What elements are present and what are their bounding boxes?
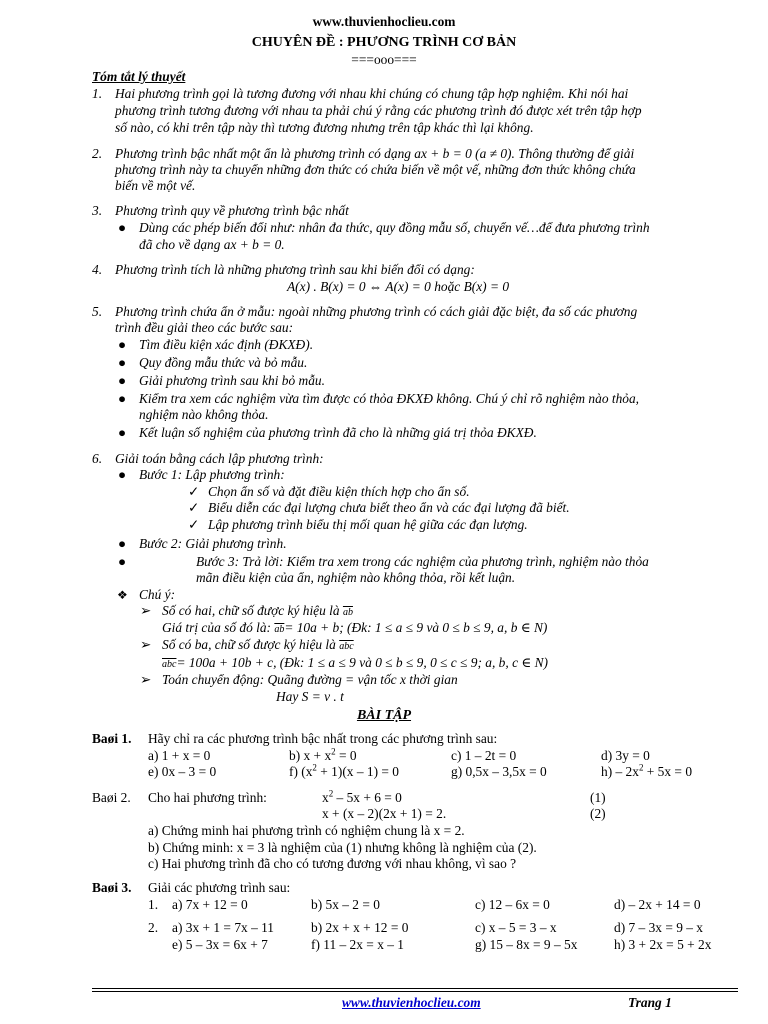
exercises-heading: BÀI TẬP [356, 708, 412, 723]
note-line: Số có hai, chữ số được ký hiệu là $\overline{ab}$ [162, 603, 353, 618]
theory-line: trình đều giải theo các bước sau: [115, 320, 294, 335]
bullet-icon: ● [118, 467, 127, 482]
site-header: www.thuvienhoclieu.com [312, 14, 456, 29]
theory-line: Phương trình bậc nhất một ẩn là phương trình có dạng ax + b = 0 (a ≠ 0). Thông thường để giải [115, 146, 635, 161]
check-icon: ✓ [188, 517, 200, 532]
step-line: mãn điều kiện của ẩn, nghiệm nào không thỏa, rồi kết luận. [196, 570, 516, 585]
theory-line: Phương trình chứa ẩn ở mẫu: ngoài những phương trình có cách giải đặc biệt, đa số các phương [115, 304, 638, 319]
theory-line: biến về một vế. [115, 178, 196, 193]
equation-2: x + (x – 2)(2x + 1) = 2. [322, 806, 447, 821]
bullet-icon: ● [118, 391, 127, 406]
footer-rule [92, 991, 738, 992]
bullet-icon: ● [118, 373, 127, 388]
check-line: Biểu diễn các đại lượng chưa biết theo ẩn và các đại lượng đã biết. [208, 500, 570, 515]
arrow-icon: ➢ [140, 603, 152, 618]
theory-line: Dùng các phép biến đổi như: nhân đa thức, quy đồng mẫu số, chuyển vế…để đưa phương trình [139, 220, 650, 235]
note-line: Toán chuyển động: Quãng đường = vận tốc x thời gian [162, 672, 458, 687]
check-icon: ✓ [188, 484, 200, 499]
exercise-label: Baøi 2. [92, 790, 131, 805]
option: c) x – 5 = 3 – x [475, 920, 557, 935]
option: b) 5x – 2 = 0 [311, 897, 380, 912]
option: e) 0x – 3 = 0 [148, 764, 217, 779]
exercise-prompt: Cho hai phương trình: [148, 790, 267, 805]
equation-number: (2) [590, 806, 606, 821]
sub-question: b) Chứng minh: x = 3 là nghiệm của (1) nhưng không là nghiệm của (2). [148, 840, 537, 855]
step-line: Bước 3: Trả lời: Kiểm tra xem trong các nghiệm của phương trình, nghiệm nào thỏa [196, 554, 649, 569]
bullet-icon: ● [118, 337, 127, 352]
theory-heading: Tóm tắt lý thuyết [92, 69, 186, 84]
option: b) 2x + x + 12 = 0 [311, 920, 409, 935]
option: c) 1 – 2t = 0 [451, 748, 517, 763]
option: $h) - 2x^2 + 5x = 0$ [601, 762, 693, 779]
equation-1: $x^2 - 5x + 6 = 0$ [322, 788, 402, 805]
check-line: Lập phương trình biểu thị mối quan hệ giữa các đạn lượng. [208, 517, 528, 532]
item-number: 3. [92, 203, 103, 218]
page-number: Trang 1 [628, 995, 672, 1010]
arrow-icon: ➢ [140, 637, 152, 652]
step-line: Giải phương trình sau khi bỏ mẫu. [139, 373, 325, 388]
option: f) 11 – 2x = x – 1 [311, 937, 404, 952]
theory-line: Giải toán bằng cách lập phương trình: [115, 451, 324, 466]
option: f) $(x^2 + 1)(x - 1) = 0$ [289, 762, 399, 779]
option: e) 5 – 3x = 6x + 7 [172, 937, 268, 952]
option: a) 1 + x = 0 [148, 748, 211, 763]
title-ornament: ===ooo=== [351, 52, 417, 67]
option: g) 0,5x – 3,5x = 0 [451, 764, 547, 779]
sub-question: a) Chứng minh hai phương trình có nghiệm chung là x = 2. [148, 823, 465, 838]
step-line: Tìm điều kiện xác định (ĐKXĐ). [139, 337, 314, 352]
footer-site-link[interactable]: www.thuvienhoclieu.com [342, 995, 481, 1010]
item-number: 4. [92, 262, 103, 277]
theory-line: Phương trình tích là những phương trình sau khi biến đổi có dạng: [115, 262, 475, 277]
bullet-icon: ● [118, 536, 127, 551]
note-line: Số có ba, chữ số được ký hiệu là $\overline{abc}$ [162, 637, 354, 652]
diamond-icon: ❖ [117, 588, 128, 602]
product-formula: A(x) . B(x) = 0 ⇔ A(x) = 0 hoặc B(x) = 0 [287, 279, 510, 294]
option: b) $x + x^2 = 0$ [289, 746, 357, 763]
step-line: Kết luận số nghiệm của phương trình đã cho là những giá trị thỏa ĐKXĐ. [139, 425, 537, 440]
bullet-icon: ● [118, 554, 127, 569]
exercise-prompt: Giải các phương trình sau: [148, 880, 291, 895]
option: d) – 2x + 14 = 0 [614, 897, 701, 912]
exercise-label: Baøi 3. [92, 880, 132, 895]
step-heading: Bước 2: Giải phương trình. [139, 536, 287, 551]
row-number: 2. [148, 920, 159, 935]
footer-rule [92, 988, 738, 989]
overline-abc: $\overline{abc}$ [339, 641, 354, 652]
step-heading: Bước 1: Lập phương trình: [139, 467, 285, 482]
theory-line: Phương trình quy về phương trình bậc nhất [115, 203, 349, 218]
overline-ab: $\overline{ab}$ [342, 607, 353, 618]
equation-number: (1) [590, 790, 606, 805]
option: d) 7 – 3x = 9 – x [614, 920, 704, 935]
step-line: nghiệm nào không thỏa. [139, 407, 269, 422]
bullet-icon: ● [118, 220, 127, 235]
overline-abc: $\overline{abc}$ [162, 659, 177, 670]
overline-ab: $\overline{ab}$ [274, 624, 285, 635]
option: a) 3x + 1 = 7x – 11 [172, 920, 275, 935]
arrow-icon: ➢ [140, 672, 152, 687]
option: a) 7x + 12 = 0 [172, 897, 248, 912]
option: h) 3 + 2x = 5 + 2x [614, 937, 712, 952]
item-number: 5. [92, 304, 103, 319]
theory-line: số nào, có khi trên tập này thì tương đương nhưng trên tập khác thì lại không. [115, 120, 534, 135]
step-line: Kiểm tra xem các nghiệm vừa tìm được có thỏa ĐKXĐ không. Chú ý chỉ rõ nghiệm nào thỏa, [139, 391, 640, 406]
option: g) 15 – 8x = 9 – 5x [475, 937, 578, 952]
check-line: Chọn ẩn số và đặt điều kiện thích hợp cho ẩn số. [208, 484, 470, 499]
note-line: Giá trị của số đó là: $\overline{ab}= 10a + b$; (Đk: 1 ≤ a ≤ 9 và 0 ≤ b ≤ 9, a, b ∈ N) [162, 620, 548, 635]
check-icon: ✓ [188, 500, 200, 515]
bullet-icon: ● [118, 355, 127, 370]
sub-question: c) Hai phương trình đã cho có tương đương với nhau không, vì sao ? [148, 856, 517, 871]
item-number: 6. [92, 451, 103, 466]
item-number: 1. [92, 86, 103, 101]
item-number: 2. [92, 146, 103, 161]
theory-line: phương trình này ta chuyển những đơn thức có chứa biến về một vế, những đơn thức không chứa [115, 162, 636, 177]
page-title: CHUYÊN ĐỀ : PHƯƠNG TRÌNH CƠ BẢN [251, 35, 517, 50]
option: c) 12 – 6x = 0 [475, 897, 550, 912]
bullet-icon: ● [118, 425, 127, 440]
exercise-label: Baøi 1. [92, 731, 132, 746]
theory-line: phương trình tương đương với nhau ta phải chú ý rằng các phương trình đó được xét trên tập hợp [115, 103, 642, 118]
step-line: Quy đồng mẫu thức và bỏ mẫu. [139, 355, 308, 370]
theory-line: Hai phương trình gọi là tương đương với nhau khi chúng có chung tập hợp nghiệm. Khi nói hai [115, 86, 629, 101]
theory-line: đã cho về dạng ax + b = 0. [139, 237, 285, 252]
option: d) 3y = 0 [601, 748, 650, 763]
note-line: $\overline{abc}= 100a + 10b + c$, (Đk: 1 ≤ a ≤ 9 và 0 ≤ b ≤ 9, 0 ≤ c ≤ 9; a, b, c ∈ N) [162, 655, 549, 670]
note-line: Hay S = v . t [276, 689, 344, 704]
exercise-prompt: Hãy chỉ ra các phương trình bậc nhất trong các phương trình sau: [148, 731, 498, 746]
row-number: 1. [148, 897, 159, 912]
note-heading: Chú ý: [139, 587, 176, 602]
